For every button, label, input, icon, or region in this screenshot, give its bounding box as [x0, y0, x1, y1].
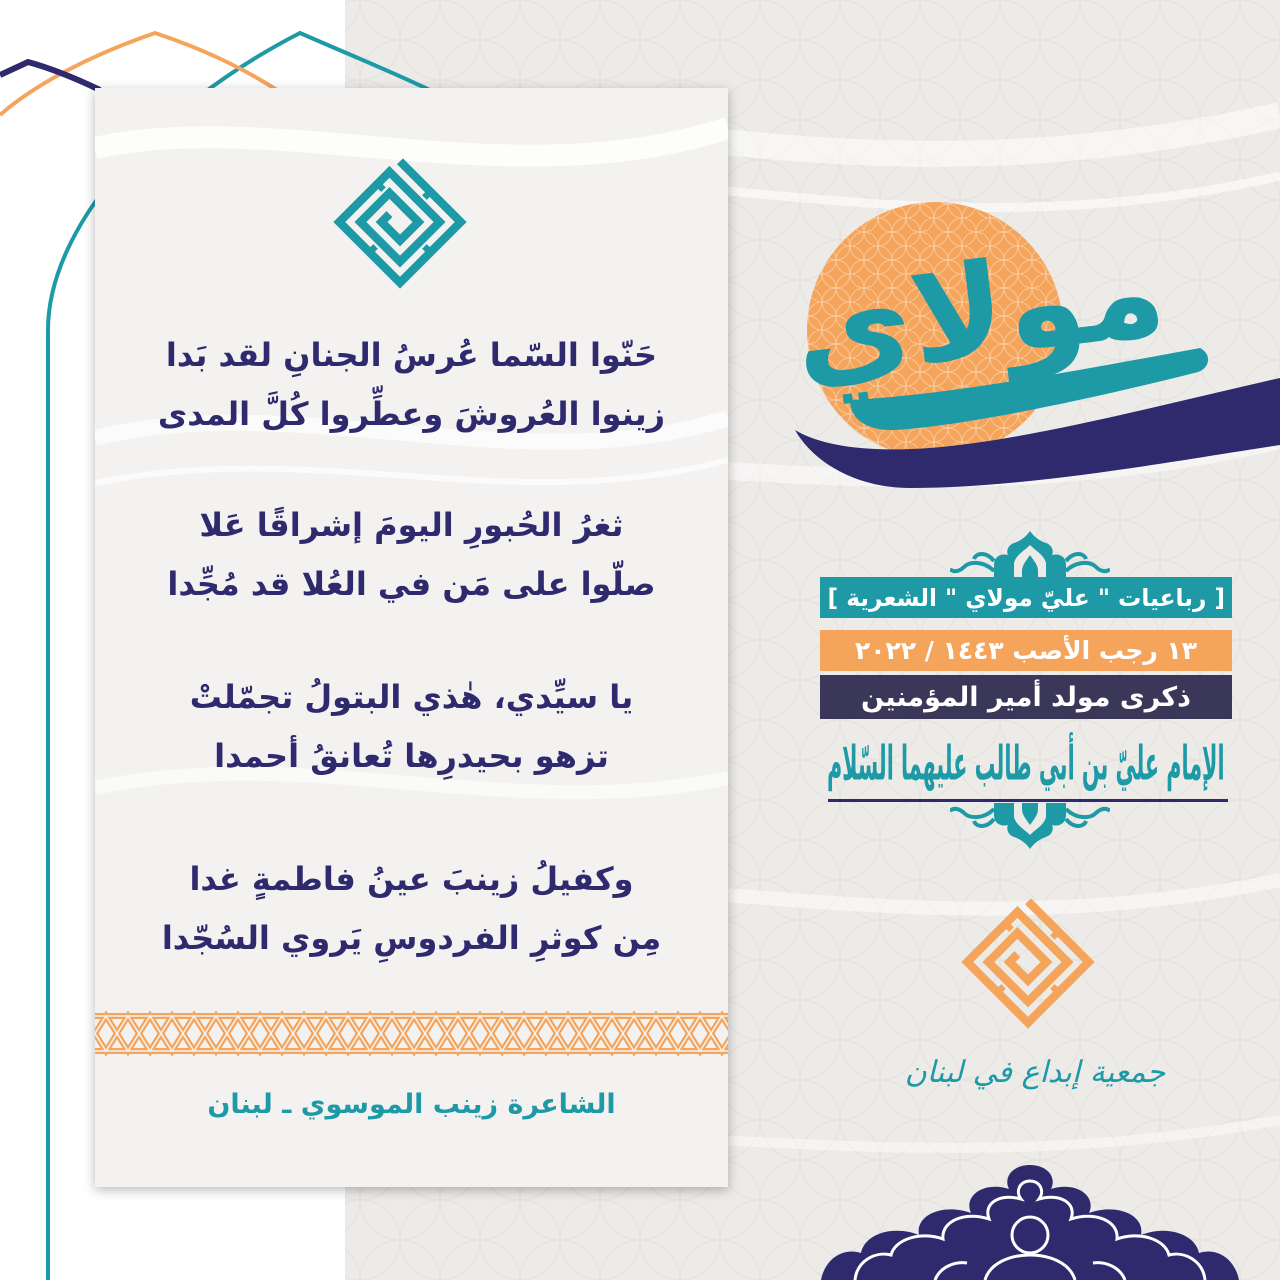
- arabesque-ornament-icon: [950, 803, 1110, 849]
- occasion-banner: [820, 675, 1232, 719]
- poem-line: تزهو بحيدرِها تُعانقُ أحمدا: [214, 737, 609, 775]
- honoree-calligraphy: [820, 728, 1232, 798]
- title-calligraphy: مولاي: [785, 215, 1173, 409]
- stanza: [95, 850, 728, 968]
- series-label: [ رباعيات " عليّ مولاي " الشعرية ]: [827, 583, 1225, 612]
- organization-name: جمعية إبداع في لبنان: [904, 1055, 1166, 1090]
- poem-line: يا سيِّدي، هٰذي البتولُ تجمّلتْ: [189, 678, 634, 716]
- stanza: [95, 496, 728, 614]
- kufic-logo-icon: [958, 892, 1098, 1032]
- poet-credit: الشاعرة زينب الموسوي ـ لبنان: [207, 1089, 616, 1120]
- interlace-band: [95, 1010, 728, 1057]
- poem-line: حَنّوا السّما عُرسُ الجنانِ لقد بَدا: [165, 336, 658, 374]
- poem-line: ثغرُ الحُبورِ اليومَ إشراقًا عَلا: [199, 506, 624, 544]
- date-banner: [820, 630, 1232, 671]
- poem-line: زينوا العُروشَ وعطِّروا كُلَّ المدى: [157, 395, 666, 433]
- series-banner: [820, 577, 1232, 618]
- kufic-logo-icon: [330, 152, 470, 292]
- poem-card: [95, 88, 728, 1187]
- arabesque-medallion-icon: [815, 1163, 1245, 1280]
- arabesque-ornament-icon: [950, 531, 1110, 577]
- stanza: [95, 668, 728, 786]
- poem-line: مِن كوثرِ الفردوسِ يَروي السُجّدا: [161, 919, 662, 957]
- calligraphy-baseline: [828, 799, 1228, 802]
- event-date: ١٣ رجب الأصب ١٤٤٣ / ٢٠٢٢: [855, 636, 1197, 665]
- honoree-name: الإمام عليّ بن أبي طالب عليهما السّلام: [827, 734, 1225, 792]
- poem-line: وكفيلُ زينبَ عينُ فاطمةٍ غدا: [189, 860, 634, 898]
- stanza: [95, 326, 728, 444]
- poem-line: صلّوا على مَن في العُلا قد مُجِّدا: [167, 565, 656, 603]
- occasion-label: ذكرى مولد أمير المؤمنين: [861, 681, 1191, 713]
